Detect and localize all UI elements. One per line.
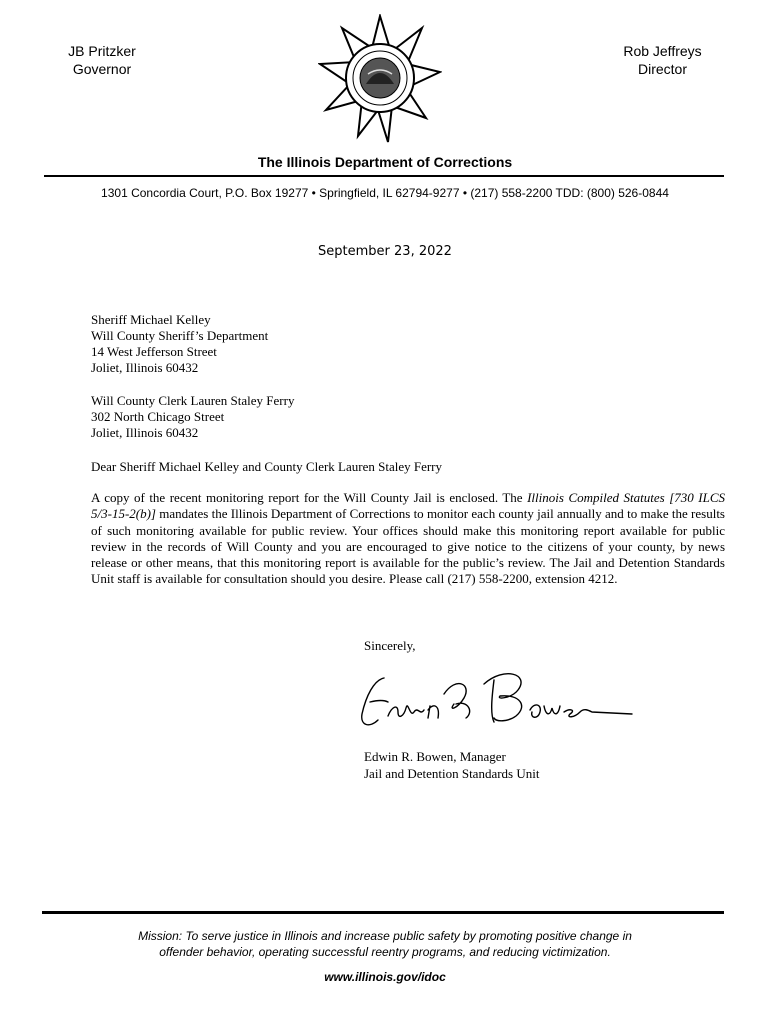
body-text: mandates the Illinois Department of Corrections to monitor each county jail annually and to make the results of such monitoring available for public review. Your offices should make this monitoring report available for public review in the records of Will County and you are encouraged to give notice to the citizens of your county, by news release or other means, that this monitoring report is available for the public’s review. The Jail and Detention Standards Unit staff is available for consultation should you desire. Please call (217) 558-2200, extension 4212.	[91, 506, 725, 587]
signature-image	[344, 656, 634, 734]
address-line: 302 North Chicago Street	[91, 409, 225, 424]
letter-date: September 23, 2022	[318, 244, 452, 259]
signer-block	[364, 748, 539, 782]
mission-line: Mission: To serve justice in Illinois and increase public safety by promoting positive change in	[138, 929, 632, 943]
letter-body	[91, 490, 725, 588]
closing: Sincerely,	[364, 638, 416, 653]
salutation: Dear Sheriff Michael Kelley and County Clerk Lauren Staley Ferry	[91, 459, 443, 474]
address-line: Sheriff Michael Kelley	[91, 312, 211, 327]
mission-statement	[100, 928, 670, 960]
header-divider	[44, 175, 724, 177]
mission-line: offender behavior, operating successful reentry programs, and reducing victimization.	[159, 945, 611, 959]
signer-name: Edwin R. Bowen, Manager	[364, 749, 506, 764]
signer-unit: Jail and Detention Standards Unit	[364, 766, 540, 781]
website-link[interactable]: www.illinois.gov/idoc	[324, 970, 446, 984]
address-line: Will County Clerk Lauren Staley Ferry	[91, 393, 295, 408]
department-title: The Illinois Department of Corrections	[257, 154, 513, 170]
director-title: Director	[637, 61, 687, 77]
address-line: Will County Sheriff’s Department	[91, 328, 269, 343]
recipient-address-sheriff	[91, 312, 268, 376]
director-block	[610, 42, 715, 78]
address-line: Joliet, Illinois 60432	[91, 425, 199, 440]
department-address: 1301 Concordia Court, P.O. Box 19277 • Springfield, IL 62794-9277 • (217) 558-2200 TDD: (800) 526-0844	[101, 186, 669, 200]
address-line: Joliet, Illinois 60432	[91, 360, 199, 375]
address-line: 14 West Jefferson Street	[91, 344, 217, 359]
footer-divider	[42, 911, 724, 914]
seal-star-icon	[318, 14, 442, 144]
recipient-address-clerk	[91, 393, 294, 441]
governor-block	[52, 42, 152, 78]
body-text: A copy of the recent monitoring report for the Will County Jail is enclosed. The	[91, 490, 528, 505]
statute-citation: Illinois Compiled Statutes [730 ILCS 5/3-15-2(b)]	[91, 490, 726, 522]
governor-name: JB Pritzker	[68, 43, 136, 59]
governor-title: Governor	[72, 61, 132, 77]
director-name: Rob Jeffreys	[623, 43, 702, 59]
